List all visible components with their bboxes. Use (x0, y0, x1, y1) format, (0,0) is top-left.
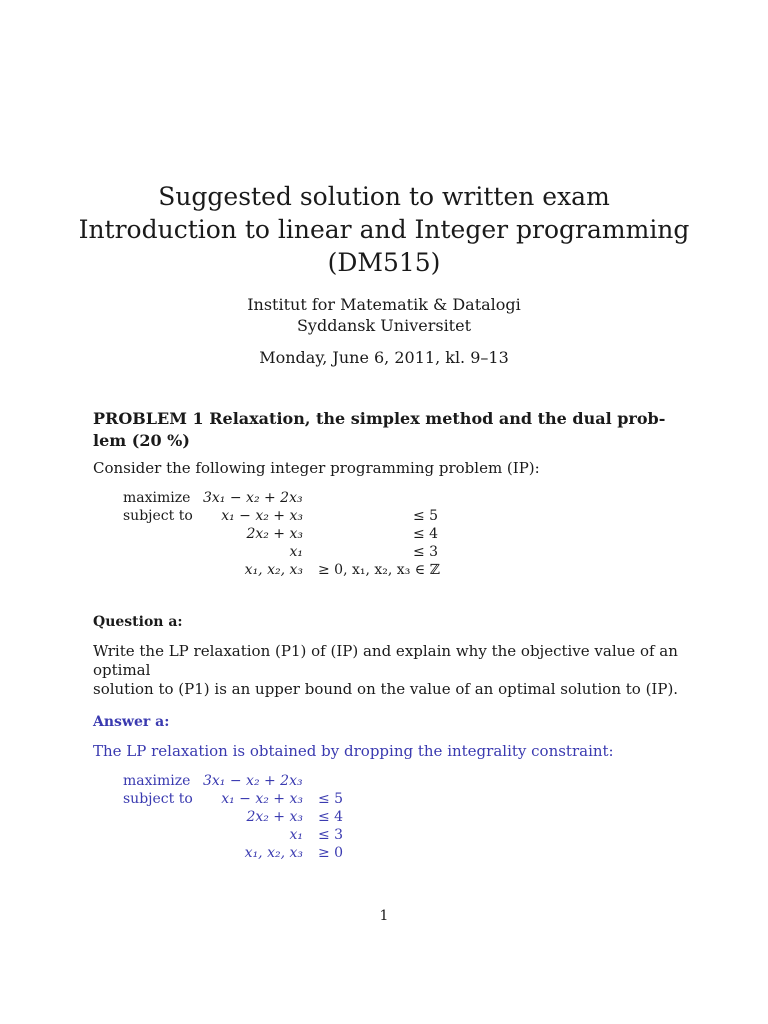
problem-intro: Consider the following integer programming problem (IP): (93, 459, 540, 477)
lp-objective-row (123, 773, 423, 791)
lp-constraint-row (123, 791, 423, 809)
lp-subject-to-label: subject to (123, 791, 193, 807)
ip-subject-to-label: subject to (123, 508, 193, 524)
ip-constraint-row (123, 526, 483, 544)
lp-constraint-rel: ≤ 5 (318, 791, 344, 807)
lp-constraint-row (123, 845, 423, 863)
ip-constraint-rel: ≤ 4 (413, 526, 439, 542)
question-a-heading: Question a: (93, 614, 183, 630)
problem-heading-line-1: PROBLEM 1 Relaxation, the simplex method and the dual prob- (93, 409, 666, 428)
title-line-1: Suggested solution to written exam (158, 182, 610, 211)
lp-constraint-row (123, 809, 423, 827)
problem-heading-line-2: lem (20 %) (93, 431, 190, 450)
ip-constraint-lhs: 2x₂ + x₃ (246, 526, 303, 542)
lp-constraint-rel: ≤ 4 (318, 809, 344, 825)
lp-constraint-rel: ≥ 0 (318, 845, 344, 861)
ip-constraint-lhs: x₁ − x₂ + x₃ (221, 508, 303, 524)
lp-constraint-lhs: 2x₂ + x₃ (246, 809, 303, 825)
lp-constraint-lhs: x₁, x₂, x₃ (244, 845, 303, 861)
title-line-2: Introduction to linear and Integer programming (78, 215, 690, 244)
answer-a-text: The LP relaxation is obtained by dropping the integrality constraint: (93, 742, 614, 760)
question-a-line-1: Write the LP relaxation (P1) of (IP) and explain why the objective value of an optimal (93, 642, 678, 679)
lp-constraint-row (123, 827, 423, 845)
title-line-3: (DM515) (327, 248, 441, 277)
ip-objective: 3x₁ − x₂ + 2x₃ (203, 490, 303, 506)
lp-constraint-lhs: x₁ − x₂ + x₃ (221, 791, 303, 807)
ip-constraint-lhs: x₁, x₂, x₃ (244, 562, 303, 578)
affiliation (0, 294, 768, 336)
problem-heading (93, 408, 693, 452)
ip-constraint-row (123, 544, 483, 562)
ip-constraint-row (123, 508, 483, 526)
ip-constraint-row (123, 562, 483, 580)
answer-a-heading: Answer a: (93, 714, 170, 730)
affiliation-line-2: Syddansk Universitet (296, 316, 472, 335)
lp-constraint-lhs: x₁ (289, 827, 303, 843)
question-a-text (93, 642, 693, 699)
ip-constraint-lhs: x₁ (289, 544, 303, 560)
affiliation-line-1: Institut for Matematik & Datalogi (247, 295, 521, 314)
lp-relaxation (123, 773, 423, 863)
page-number: 1 (379, 908, 389, 924)
ip-maximize-label: maximize (123, 490, 191, 506)
document-title (0, 180, 768, 279)
ip-formulation (123, 490, 483, 580)
ip-constraint-rel: ≥ 0, x₁, x₂, x₃ ∈ ℤ (318, 562, 440, 578)
exam-date: Monday, June 6, 2011, kl. 9–13 (259, 348, 509, 367)
ip-constraint-rel: ≤ 3 (413, 544, 439, 560)
ip-constraint-rel: ≤ 5 (413, 508, 439, 524)
question-a-line-2: solution to (P1) is an upper bound on the value of an optimal solution to (IP). (93, 680, 679, 698)
lp-objective: 3x₁ − x₂ + 2x₃ (203, 773, 303, 789)
lp-maximize-label: maximize (123, 773, 191, 789)
lp-constraint-rel: ≤ 3 (318, 827, 344, 843)
ip-objective-row (123, 490, 483, 508)
